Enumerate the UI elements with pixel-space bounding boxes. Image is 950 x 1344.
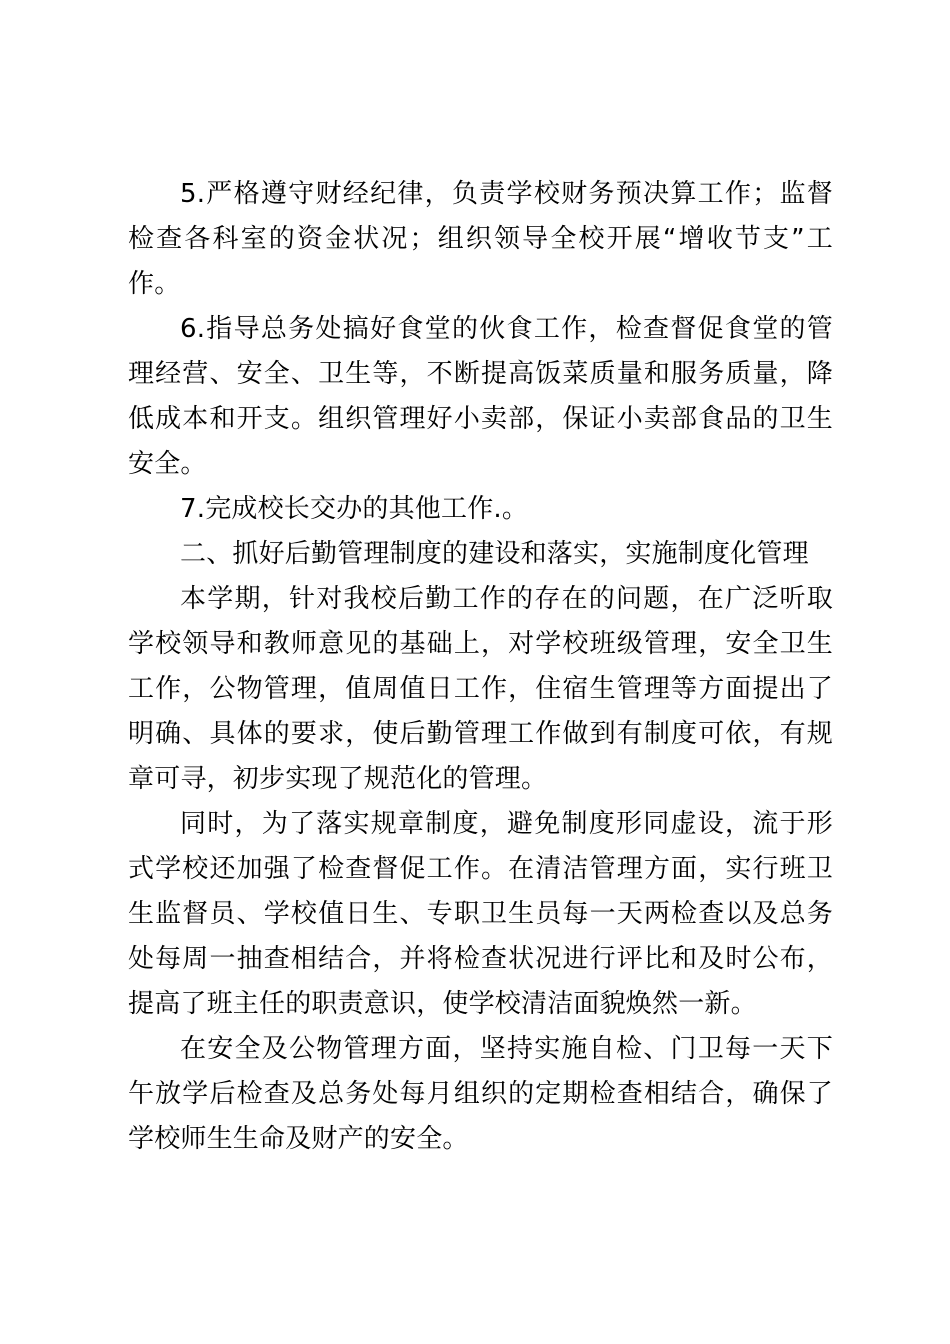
document-body bbox=[128, 172, 833, 1162]
paragraph-item-7: 7.完成校长交办的其他工作.。 bbox=[180, 494, 529, 524]
paragraph-item-5: 5.严格遵守财经纪律，负责学校财务预决算工作；监督检查各科室的资金状况；组织领导全校开展“增收节支”工作。 bbox=[128, 179, 833, 299]
section-heading: 二、抓好后勤管理制度的建设和落实，实施制度化管理 bbox=[180, 539, 809, 569]
paragraph-inspection: 同时，为了落实规章制度，避免制度形同虚设，流于形式学校还加强了检查督促工作。在清洁管理方面，实行班卫生监督员、学校值日生、专职卫生员每一天两检查以及总务处每周一抽查相结合，并将检查状况进行评比和及时公布，提高了班主任的职责意识，使学校清洁面貌焕然一新。 bbox=[128, 809, 833, 1019]
paragraph-item-6: 6.指导总务处搞好食堂的伙食工作，检查督促食堂的管理经营、安全、卫生等，不断提高饭菜质量和服务质量，降低成本和开支。组织管理好小卖部，保证小卖部食品的卫生安全。 bbox=[128, 314, 833, 479]
paragraph-safety: 在安全及公物管理方面，坚持实施自检、门卫每一天下午放学后检查及总务处每月组织的定期检查相结合，确保了学校师生生命及财产的安全。 bbox=[128, 1034, 833, 1154]
paragraph-rules: 本学期，针对我校后勤工作的存在的问题，在广泛听取学校领导和教师意见的基础上，对学校班级管理，安全卫生工作，公物管理，值周值日工作，住宿生管理等方面提出了明确、具体的要求，使后勤管理工作做到有制度可依，有规章可寻，初步实现了规范化的管理。 bbox=[128, 584, 833, 794]
